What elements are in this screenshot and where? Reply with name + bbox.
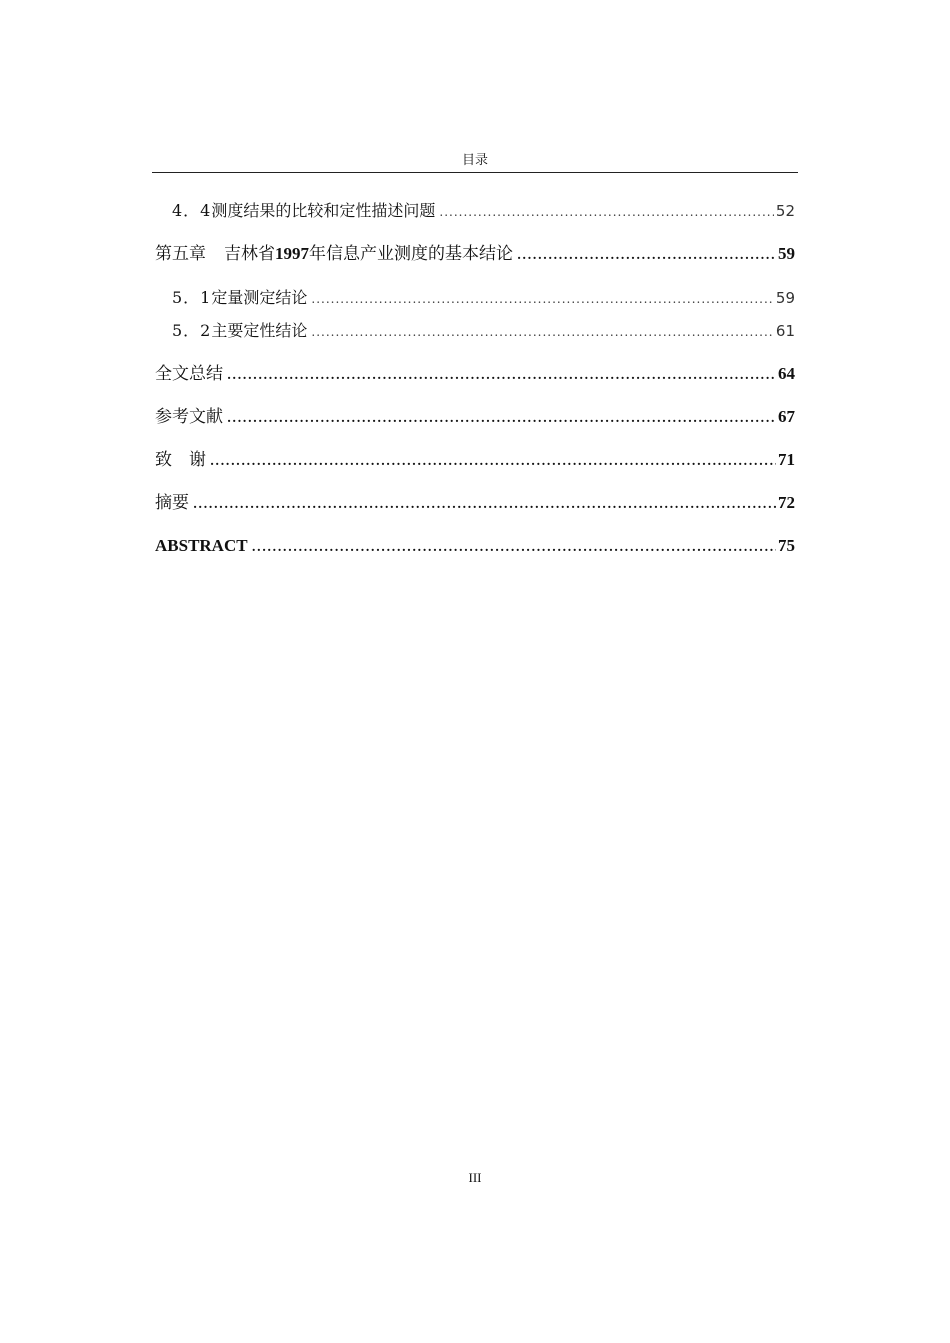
toc-title-year: 1997 [275,244,309,263]
toc-entry-title: 摘要 [155,493,189,513]
toc-title-part: 年信息产业测度的基本结论 [309,244,513,264]
toc-entry-title: 主要定性结论 [211,321,308,340]
toc-entry-number: 4．4 [172,201,212,220]
toc-dot-leader [252,535,776,559]
toc-entry-4-4[interactable] [172,199,795,223]
header-title: 目录 [461,153,488,168]
toc-entry-title: 全文总结 [155,364,223,384]
toc-entry-references[interactable] [155,405,795,429]
toc-entry-title: 测度结果的比较和定性描述问题 [211,201,436,220]
toc-entry-page: 72 [778,493,795,512]
toc-entry-number: 5．1 [172,288,212,307]
toc-entry-page: 59 [778,244,795,263]
toc-entry-page: 67 [778,407,795,426]
toc-entry-title [224,242,513,266]
toc-dot-leader [439,200,774,224]
toc-entry-title: ABSTRACT [155,536,248,555]
toc-entry-page: 64 [778,364,795,383]
page-number-text: III [468,1170,482,1185]
toc-entry-5-1[interactable] [172,286,795,310]
toc-entry-chapter-5[interactable] [155,242,795,266]
toc-entry-page: 52 [775,202,795,220]
toc-dot-leader [210,449,776,473]
toc-entry-page: 71 [778,450,795,469]
toc-entry-title: 致 谢 [155,450,206,470]
toc-dot-leader [517,243,776,267]
toc-dot-leader [227,363,776,387]
toc-entry-title: 定量测定结论 [211,288,308,307]
toc-entry-abstract-en[interactable] [155,534,795,558]
toc-title-part: 吉林省 [224,244,275,264]
toc-dot-leader [193,492,776,516]
toc-entry-abstract-cn[interactable] [155,491,795,515]
toc-dot-leader [311,320,774,344]
toc-entry-page: 75 [778,536,795,555]
toc-entry-5-2[interactable] [172,319,795,343]
toc-entry-page: 59 [775,289,795,307]
table-of-contents [0,0,950,600]
toc-entry-number: 第五章 [155,244,206,264]
toc-entry-acknowledgements[interactable] [155,448,795,472]
toc-dot-leader [227,406,776,430]
toc-entry-page: 61 [775,322,795,340]
toc-entry-summary[interactable] [155,362,795,386]
toc-entry-number: 5．2 [172,321,212,340]
toc-dot-leader [311,287,774,311]
toc-entry-title: 参考文献 [155,407,223,427]
page-number [0,1170,950,1186]
